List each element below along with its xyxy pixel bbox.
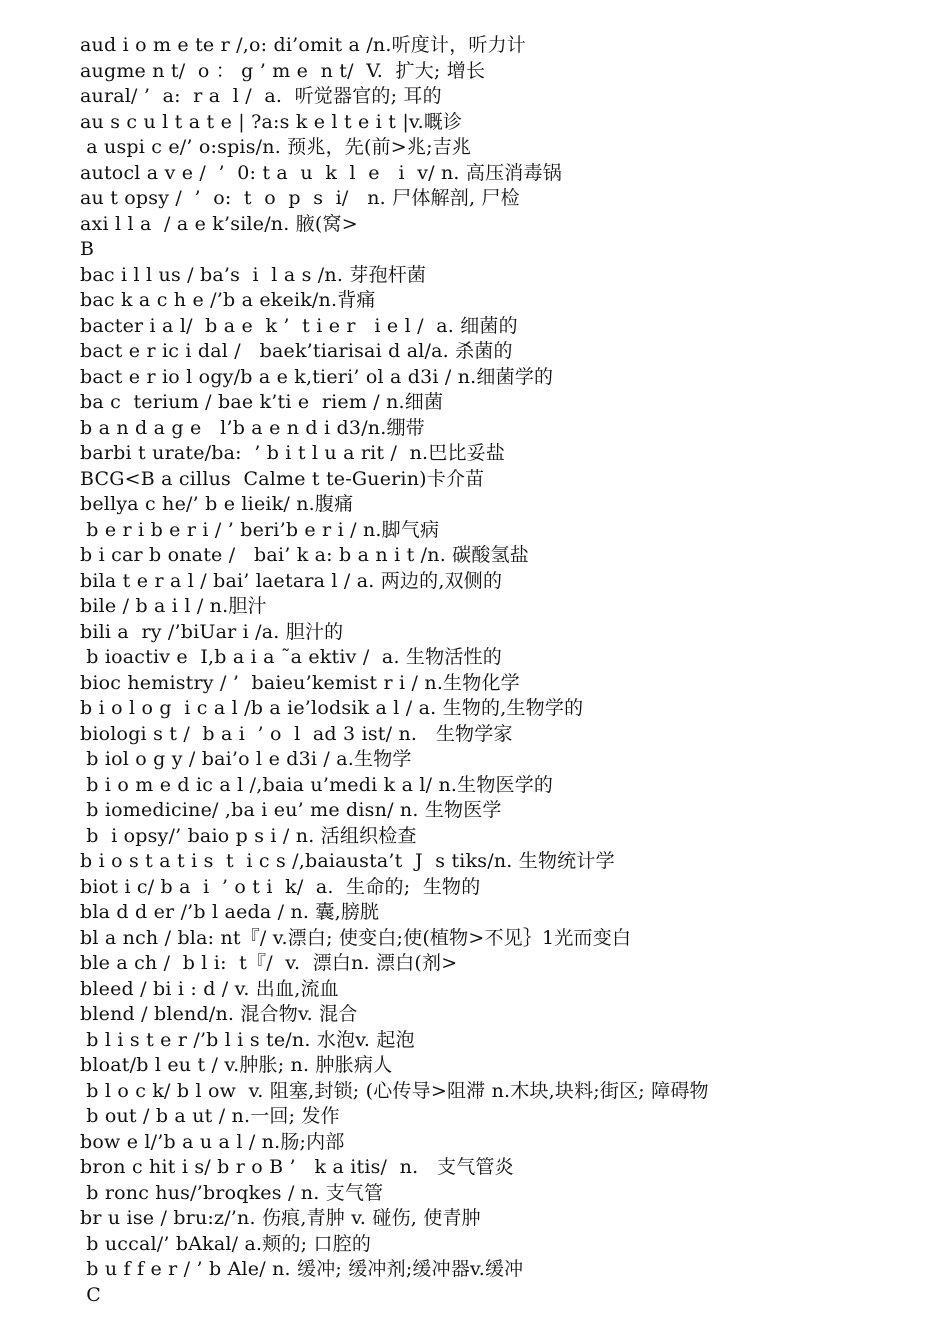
- glossary-entry: b l i s t e r /’b l i s te/n. 水泡v. 起泡: [80, 1028, 415, 1051]
- glossary-entry: au t opsy / ’ o: t o p s i/ n. 尸体解剖, 尸检: [80, 187, 520, 209]
- glossary-entry: b ioactiv e I,b a i a ˜a ektiv / a. 生物活性的: [80, 646, 502, 668]
- glossary-entry: b i car b onate / bai’ k a: b a n i t /n. 碳酸氢盐: [80, 544, 529, 566]
- glossary-entry: b i o s t a t i s t i c s /,baiausta’t J s tiks/n. 生物统计学: [80, 850, 615, 872]
- glossary-entry: b ronc hus/’broqkes / n. 支气管: [80, 1181, 384, 1204]
- section-letter-heading: B: [80, 238, 95, 260]
- glossary-entry: BCG<B a cillus Calme t te-Guerin)卡介苗: [80, 467, 485, 490]
- glossary-entry: bile / b a i l / n.胆汁: [80, 595, 267, 617]
- glossary-entry: bl a nch / bla: nt『/ v.漂白; 使变白;使(植物>不见｝1光而变白: [80, 926, 632, 949]
- glossary-entry: bioc hemistry / ’ baieu’kemist r i / n.生物化学: [80, 671, 520, 694]
- glossary-entry: aud i o m e te r /,o: di’omit a /n.听度计，听力计: [80, 34, 526, 56]
- glossary-entry: aural/ ’ a: r a l / a. 听觉器官的; 耳的: [80, 85, 442, 107]
- glossary-entry: barbi t urate/ba: ’ b i t l u a rit / n.巴比妥盐: [80, 442, 506, 464]
- glossary-entry: bron c hit i s/ b r o B ’ k a itis/ n. 支气管炎: [80, 1156, 514, 1178]
- glossary-entry: biot i c/ b a i ’ o t i k/ a. 生命的; 生物的: [80, 875, 481, 898]
- glossary-entry: b e r i b e r i / ’ beri’b e r i / n.脚气病: [80, 518, 440, 541]
- glossary-entry: augme n t/ o ： g ’ m e n t/ V. 扩大; 增长: [80, 59, 486, 82]
- glossary-entry: bloat/b l eu t / v.肿胀; n. 肿胀病人: [80, 1054, 393, 1076]
- glossary-entry: b iol o g y / bai’o l e d3i / a.生物学: [80, 748, 412, 770]
- glossary-entry: bac k a c h e /’b a ekeik/n.背痛: [80, 289, 376, 311]
- glossary-entry: biologi s t / b a i ’ o l ad 3 ist/ n. 生物学家: [80, 722, 513, 745]
- glossary-entry: bila t e r a l / bai’ laetara l / a. 两边的,双侧的: [80, 569, 503, 592]
- glossary-entry: axi l l a / a e k’sile/n. 腋(窝>: [80, 212, 358, 235]
- glossary-entry: au s c u l t a t e | ?a:s k e l t e i t |v.嘅诊: [80, 110, 463, 133]
- glossary-entry: bla d d er /’b l aeda / n. 囊,膀胱: [80, 901, 380, 923]
- glossary-entry: bellya c he/’ b e lieik/ n.腹痛: [80, 493, 354, 515]
- glossary-entry: b out / b a ut / n.一回; 发作: [80, 1105, 340, 1127]
- glossary-entry: br u ise / bru:z/’n. 伤痕,青肿 v. 碰伤, 使青肿: [80, 1207, 481, 1229]
- glossary-entry: b i opsy/’ baio p s i / n. 活组织检查: [80, 824, 417, 847]
- glossary-entry: ble a ch / b l i: t『/ v. 漂白n. 漂白(剂>: [80, 952, 458, 974]
- glossary-entry: b i o l o g i c a l /b a ie’lodsik a l / a. 生物的,生物学的: [80, 697, 584, 719]
- glossary-entry: b i o m e d ic a l /,baia u’medi k a l/ n.生物医学的: [80, 773, 554, 796]
- glossary-entry: bow e l/’b a u a l / n.肠;内部: [80, 1130, 345, 1153]
- glossary-entry: b a n d a g e l’b a e n d i d3/n.绷带: [80, 416, 425, 439]
- glossary-entry: b uccal/’ bAkal/ a.颊的; 口腔的: [80, 1232, 372, 1255]
- glossary-entry: a uspi c e/’ o:spis/n. 预兆，先(前>兆;吉兆: [80, 136, 472, 158]
- glossary-entry: bac i l l us / ba’s i l a s /n. 芽孢杆菌: [80, 263, 427, 286]
- glossary-entry: b iomedicine/ ,ba i eu’ me disn/ n. 生物医学: [80, 799, 502, 821]
- glossary-entry: bact e r ic i dal / baek’tiarisai d al/a. 杀菌的: [80, 340, 513, 362]
- glossary-entry: b u f f e r / ’ b Ale/ n. 缓冲; 缓冲剂;缓冲器v.缓冲: [80, 1258, 524, 1280]
- glossary-entry: bact e r io l ogy/b a e k,tieri’ ol a d3i / n.细菌学的: [80, 365, 554, 388]
- glossary-entry: bili a ry /’biUar i /a. 胆汁的: [80, 620, 344, 643]
- glossary-entry-list: [80, 33, 940, 1308]
- glossary-entry: bacter i a l/ b a e k ’ t i e r i e l / a. 细菌的: [80, 314, 518, 337]
- glossary-entry: blend / blend/n. 混合物v. 混合: [80, 1003, 358, 1025]
- glossary-entry: bleed / bi i : d / v. 出血,流血: [80, 977, 339, 1000]
- section-letter-heading: C: [80, 1283, 101, 1306]
- glossary-entry: b l o c k/ b l ow v. 阻塞,封锁; (心传导>阻滞 n.木块,块料;街区; 障碍物: [80, 1079, 709, 1102]
- glossary-entry: autocl a v e / ’ 0: t a u k l e i v/ n. 高压消毒锅: [80, 161, 562, 184]
- glossary-entry: ba c terium / bae k’ti e riem / n.细菌: [80, 391, 444, 413]
